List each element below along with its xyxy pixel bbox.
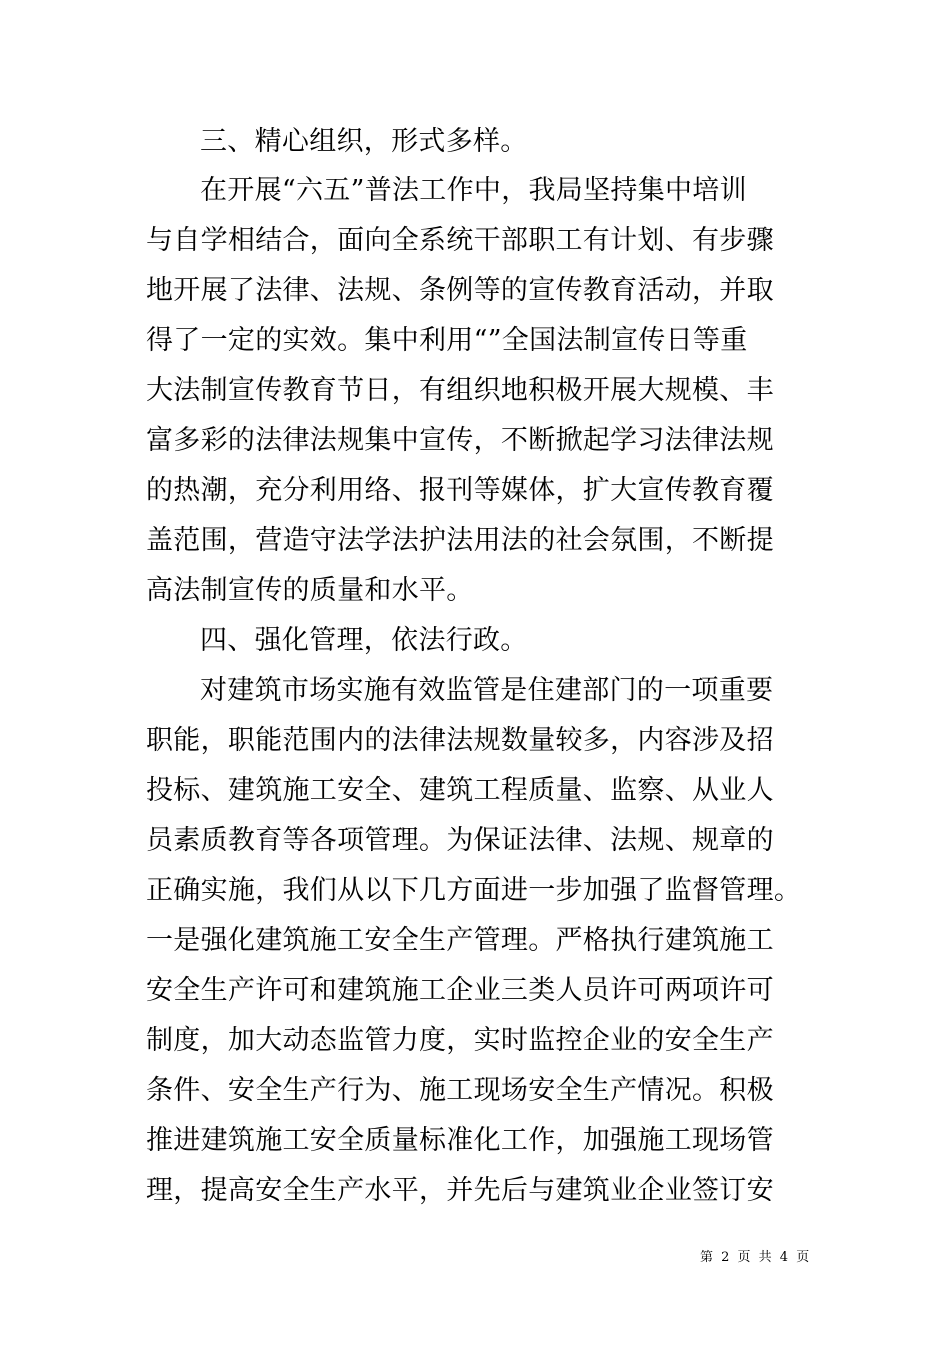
paragraph-line: 投标、建筑施工安全、建筑工程质量、监察、从业人 <box>146 775 774 806</box>
paragraph-line: 对建筑市场实施有效监管是住建部门的一项重要 <box>200 675 774 706</box>
paragraph-line: 与自学相结合，面向全系统干部职工有计划、有步骤 <box>146 225 774 256</box>
section-heading-3: 三、精心组织，形式多样。 <box>200 126 528 157</box>
paragraph-line: 盖范围，营造守法学法护法用法的社会氛围，不断提 <box>146 525 774 556</box>
paragraph-line: 的热潮，充分利用络、报刊等媒体，扩大宣传教育覆 <box>146 475 774 506</box>
paragraph-line: 正确实施，我们从以下几方面进一步加强了监督管理。 <box>146 875 802 906</box>
paragraph-line: 理，提高安全生产水平，并先后与建筑业企业签订安 <box>146 1175 774 1206</box>
paragraph-line: 条件、安全生产行为、施工现场安全生产情况。积极 <box>146 1075 774 1106</box>
paragraph-line: 制度，加大动态监管力度，实时监控企业的安全生产 <box>146 1025 774 1056</box>
section-heading-4: 四、强化管理，依法行政。 <box>200 625 528 656</box>
paragraph-line: 高法制宣传的质量和水平。 <box>146 575 474 606</box>
paragraph-line: 得了一定的实效。集中利用“”全国法制宣传日等重 <box>146 325 748 356</box>
paragraph-line: 推进建筑施工安全质量标准化工作，加强施工现场管 <box>146 1125 774 1156</box>
paragraph-line: 地开展了法律、法规、条例等的宣传教育活动，并取 <box>146 275 774 306</box>
page-number-footer: 第 2 页 共 4 页 <box>700 1250 812 1265</box>
paragraph-line: 一是强化建筑施工安全生产管理。严格执行建筑施工 <box>146 925 774 956</box>
paragraph-line: 员素质教育等各项管理。为保证法律、法规、规章的 <box>146 825 774 856</box>
paragraph-line: 大法制宣传教育节日，有组织地积极开展大规模、丰 <box>146 375 774 406</box>
paragraph-line: 职能，职能范围内的法律法规数量较多，内容涉及招 <box>146 725 774 756</box>
paragraph-line: 安全生产许可和建筑施工企业三类人员许可两项许可 <box>146 975 774 1006</box>
paragraph-line: 富多彩的法律法规集中宣传，不断掀起学习法律法规 <box>146 425 774 456</box>
paragraph-line: 在开展“六五”普法工作中，我局坚持集中培训 <box>200 175 747 206</box>
